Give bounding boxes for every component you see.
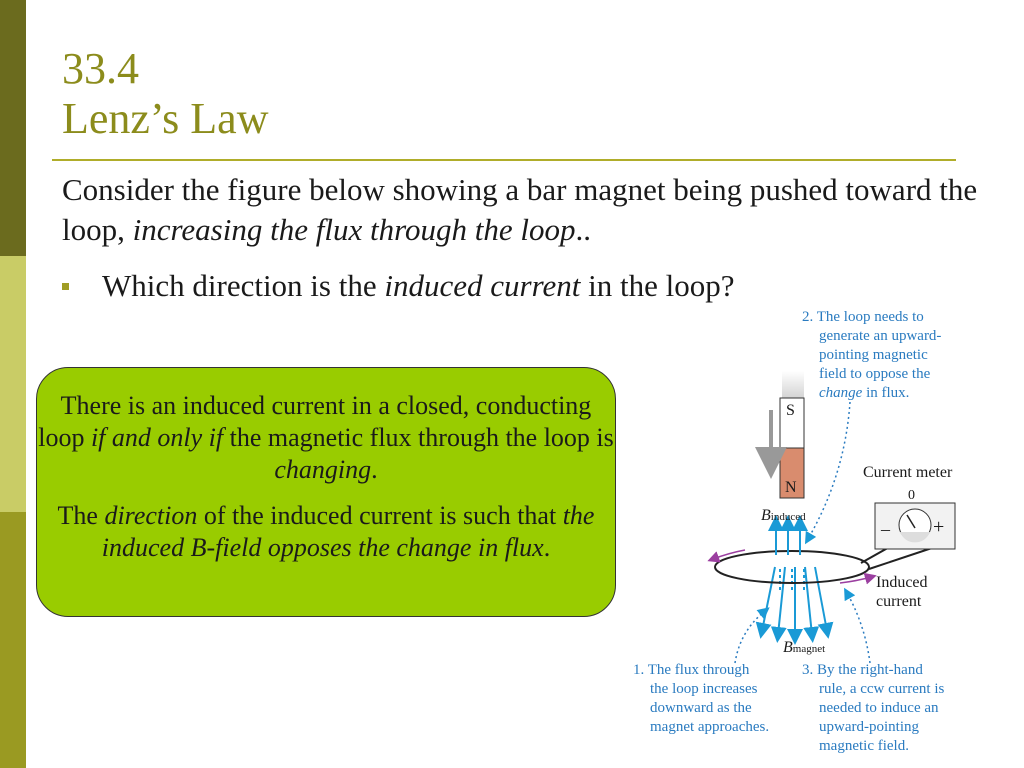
magnet-motion-shadow xyxy=(782,371,804,401)
side-stripe-bottom xyxy=(0,512,26,768)
note2-line-4: field to oppose the xyxy=(819,366,931,382)
b-magnet-symbol: B xyxy=(783,639,793,656)
note2-line-2: generate an upward- xyxy=(819,328,942,344)
section-title: Lenz’s Law xyxy=(62,94,269,143)
magnet-s-label: S xyxy=(786,402,795,419)
intro-emphasis: increasing the flux through the loop xyxy=(132,212,576,247)
callout-p2-text-2: of the induced current is such that xyxy=(197,501,563,530)
b-induced-sub: induced xyxy=(770,511,806,523)
bullet-text-start: Which direction is the xyxy=(102,268,385,303)
note2-end: in flux. xyxy=(862,385,910,401)
loop-back xyxy=(715,551,869,567)
note1-line-2: the loop increases xyxy=(650,681,758,697)
magnet-n-label: N xyxy=(785,479,797,496)
note3-line-4: upward-pointing xyxy=(819,719,919,735)
callout-paragraph-1 xyxy=(37,390,615,486)
callout-p2-emphasis-2: the induced B-field opposes the change in flux xyxy=(101,501,595,562)
leader-note-1 xyxy=(735,611,765,663)
note2-emphasis: change xyxy=(819,385,863,401)
callout-p2-end: . xyxy=(543,533,551,562)
side-stripe-top xyxy=(0,0,26,256)
meter-zero: 0 xyxy=(908,488,915,503)
bullet-text xyxy=(102,266,734,306)
note3-line-5: magnetic field. xyxy=(819,738,909,754)
callout-p1-text: There is an induced current in a closed, conducting loop xyxy=(38,391,592,452)
callout-p2-emphasis: direction xyxy=(104,501,198,530)
b-induced-label xyxy=(761,506,806,527)
callout-p1-emphasis-2: changing xyxy=(274,455,372,484)
slide-title xyxy=(62,44,268,144)
meter-minus: – xyxy=(881,519,890,539)
title-divider xyxy=(52,159,956,161)
side-stripe-middle xyxy=(0,256,26,512)
note2-line-5 xyxy=(819,384,909,403)
b-induced-symbol: B xyxy=(761,507,771,524)
meter-label: Current meter xyxy=(863,464,953,481)
b-magnet-sub: magnet xyxy=(792,643,826,655)
induced-current-label-1: Induced xyxy=(876,574,928,591)
bullet-square-icon xyxy=(62,283,69,290)
bullet-emphasis: induced current xyxy=(384,268,581,303)
note3-line-3: needed to induce an xyxy=(819,700,939,716)
leader-note-3 xyxy=(847,593,870,663)
note2-line-3: pointing magnetic xyxy=(819,347,928,363)
intro-paragraph xyxy=(62,170,1012,250)
note3-line-2: rule, a ccw current is xyxy=(819,681,945,697)
magnet-field-arrow xyxy=(762,567,775,631)
section-number: 33.4 xyxy=(62,44,139,93)
intro-text: Consider the figure below showing a bar magnet being pushed toward the loop, xyxy=(62,172,978,247)
bullet-text-end: in the loop? xyxy=(580,268,735,303)
callout-p2-text: The xyxy=(57,501,105,530)
callout-p1-text-2: the magnetic flux through the loop is xyxy=(223,423,614,452)
b-magnet-label xyxy=(783,638,825,659)
callout-p1-end: . xyxy=(371,455,378,484)
note2-line-1: 2. The loop needs to xyxy=(802,309,924,325)
magnet-field-arrow xyxy=(805,567,812,635)
note3-line-1: 3. By the right-hand xyxy=(802,662,923,678)
meter-plus: + xyxy=(933,516,945,538)
intro-end: .. xyxy=(575,212,591,247)
note1-line-1: 1. The flux through xyxy=(633,662,750,678)
lenz-figure xyxy=(625,305,1020,765)
callout-paragraph-2 xyxy=(37,500,615,564)
note1-line-4: magnet approaches. xyxy=(650,719,770,735)
note1-line-3: downward as the xyxy=(650,700,752,716)
leader-note-2 xyxy=(808,402,850,539)
induced-current-label-2: current xyxy=(876,593,922,610)
magnet-field-arrow xyxy=(815,567,827,631)
callout-p1-emphasis: if and only if xyxy=(90,423,224,452)
lenz-law-callout xyxy=(36,367,616,617)
